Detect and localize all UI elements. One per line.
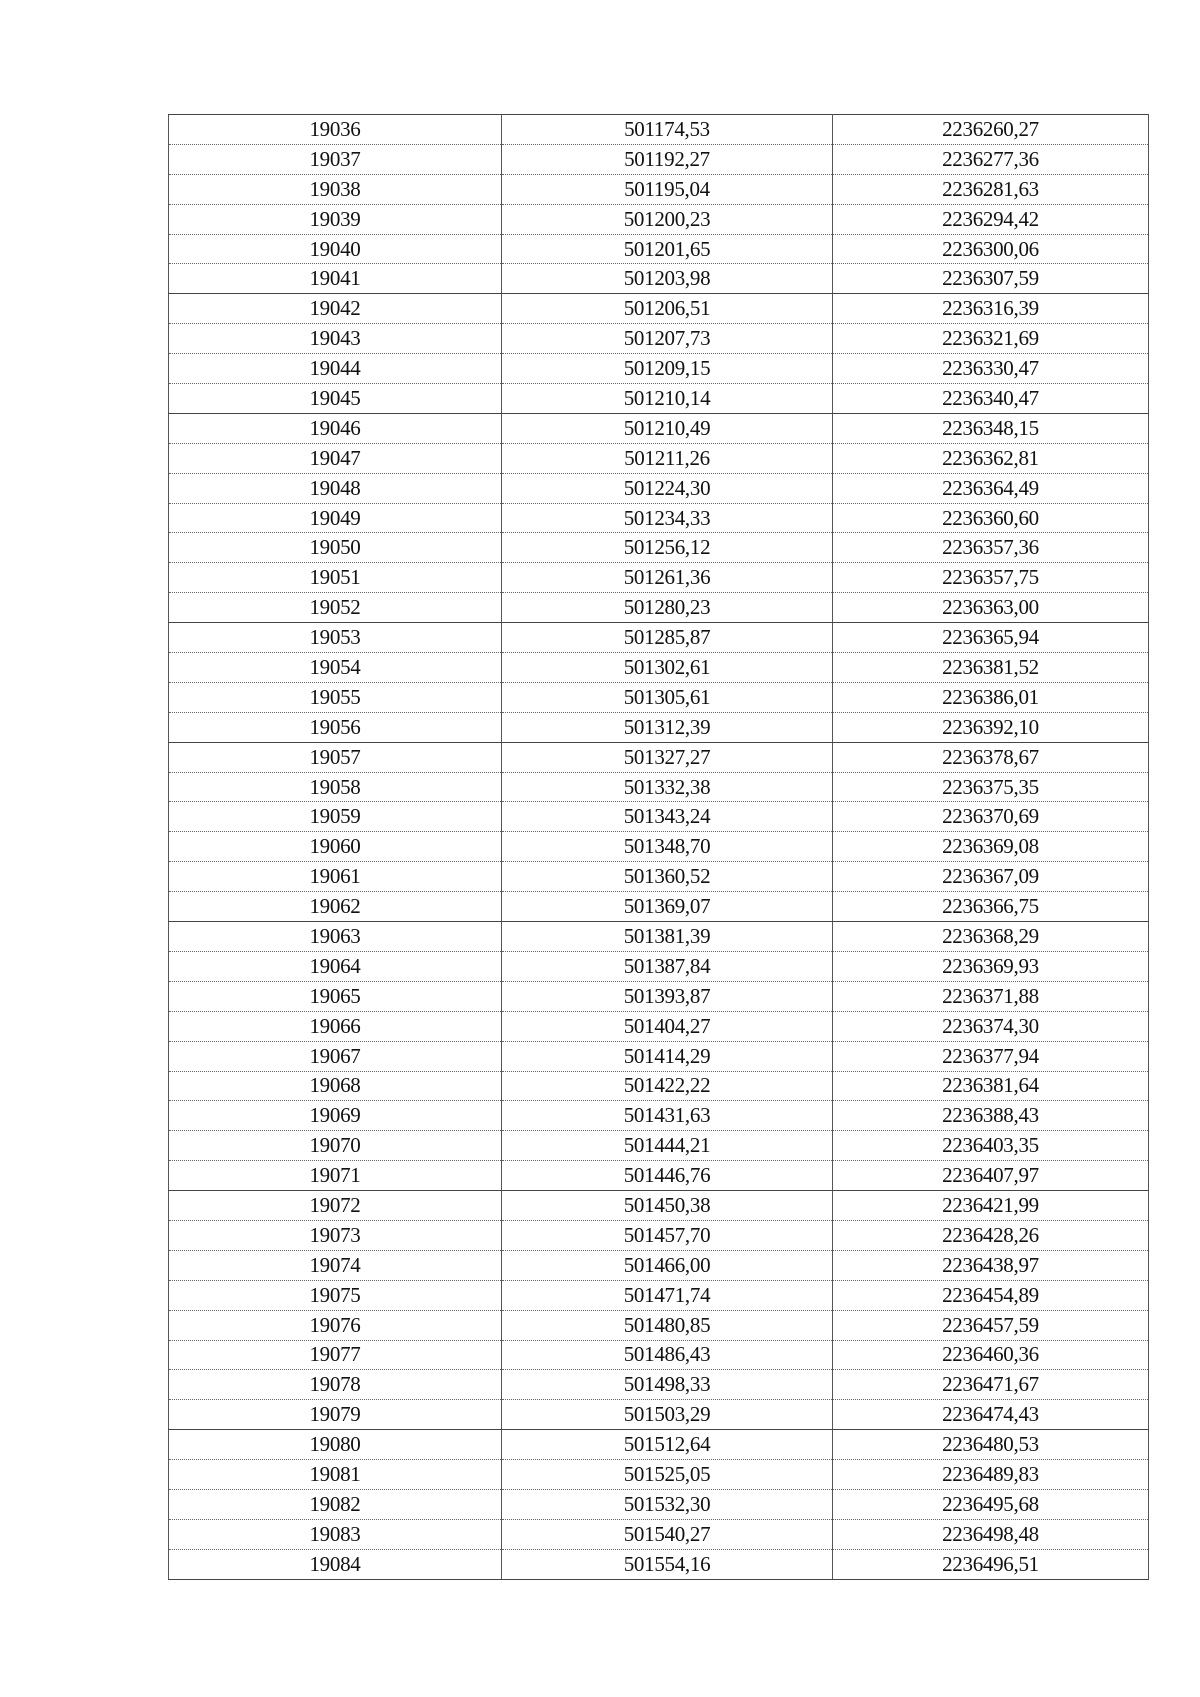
table-row xyxy=(169,1430,1149,1460)
x-coordinate-cell: 501512,64 xyxy=(502,1430,833,1460)
point-number-cell: 19084 xyxy=(169,1549,502,1579)
table-row xyxy=(169,234,1149,264)
y-coordinate-cell: 2236330,47 xyxy=(833,354,1149,384)
coordinates-table-body xyxy=(169,115,1149,1580)
x-coordinate-cell: 501480,85 xyxy=(502,1310,833,1340)
table-row xyxy=(169,384,1149,414)
y-coordinate-cell: 2236374,30 xyxy=(833,1011,1149,1041)
point-number-cell: 19037 xyxy=(169,144,502,174)
y-coordinate-cell: 2236367,09 xyxy=(833,862,1149,892)
point-number-cell: 19067 xyxy=(169,1041,502,1071)
point-number-cell: 19050 xyxy=(169,533,502,563)
x-coordinate-cell: 501261,36 xyxy=(502,563,833,593)
point-number-cell: 19042 xyxy=(169,294,502,324)
table-row xyxy=(169,1280,1149,1310)
table-row xyxy=(169,115,1149,145)
table-row xyxy=(169,981,1149,1011)
x-coordinate-cell: 501211,26 xyxy=(502,443,833,473)
table-row xyxy=(169,1041,1149,1071)
point-number-cell: 19040 xyxy=(169,234,502,264)
point-number-cell: 19081 xyxy=(169,1460,502,1490)
table-row xyxy=(169,1519,1149,1549)
table-row xyxy=(169,204,1149,234)
point-number-cell: 19051 xyxy=(169,563,502,593)
table-row xyxy=(169,1011,1149,1041)
x-coordinate-cell: 501471,74 xyxy=(502,1280,833,1310)
point-number-cell: 19076 xyxy=(169,1310,502,1340)
point-number-cell: 19044 xyxy=(169,354,502,384)
x-coordinate-cell: 501486,43 xyxy=(502,1340,833,1370)
table-row xyxy=(169,413,1149,443)
table-row xyxy=(169,174,1149,204)
x-coordinate-cell: 501393,87 xyxy=(502,981,833,1011)
x-coordinate-cell: 501444,21 xyxy=(502,1131,833,1161)
table-row xyxy=(169,354,1149,384)
table-row xyxy=(169,892,1149,922)
point-number-cell: 19083 xyxy=(169,1519,502,1549)
table-row xyxy=(169,1489,1149,1519)
x-coordinate-cell: 501256,12 xyxy=(502,533,833,563)
x-coordinate-cell: 501446,76 xyxy=(502,1161,833,1191)
point-number-cell: 19071 xyxy=(169,1161,502,1191)
point-number-cell: 19075 xyxy=(169,1280,502,1310)
table-row xyxy=(169,712,1149,742)
y-coordinate-cell: 2236375,35 xyxy=(833,772,1149,802)
table-row xyxy=(169,1131,1149,1161)
y-coordinate-cell: 2236369,93 xyxy=(833,951,1149,981)
y-coordinate-cell: 2236277,36 xyxy=(833,144,1149,174)
table-row xyxy=(169,772,1149,802)
table-row xyxy=(169,294,1149,324)
y-coordinate-cell: 2236368,29 xyxy=(833,922,1149,952)
y-coordinate-cell: 2236294,42 xyxy=(833,204,1149,234)
x-coordinate-cell: 501302,61 xyxy=(502,653,833,683)
y-coordinate-cell: 2236471,67 xyxy=(833,1370,1149,1400)
table-row xyxy=(169,593,1149,623)
x-coordinate-cell: 501498,33 xyxy=(502,1370,833,1400)
table-row xyxy=(169,563,1149,593)
x-coordinate-cell: 501201,65 xyxy=(502,234,833,264)
x-coordinate-cell: 501280,23 xyxy=(502,593,833,623)
x-coordinate-cell: 501387,84 xyxy=(502,951,833,981)
x-coordinate-cell: 501525,05 xyxy=(502,1460,833,1490)
x-coordinate-cell: 501422,22 xyxy=(502,1071,833,1101)
x-coordinate-cell: 501404,27 xyxy=(502,1011,833,1041)
y-coordinate-cell: 2236366,75 xyxy=(833,892,1149,922)
point-number-cell: 19063 xyxy=(169,922,502,952)
point-number-cell: 19064 xyxy=(169,951,502,981)
point-number-cell: 19079 xyxy=(169,1400,502,1430)
y-coordinate-cell: 2236363,00 xyxy=(833,593,1149,623)
table-row xyxy=(169,623,1149,653)
point-number-cell: 19068 xyxy=(169,1071,502,1101)
x-coordinate-cell: 501174,53 xyxy=(502,115,833,145)
table-row xyxy=(169,1460,1149,1490)
x-coordinate-cell: 501554,16 xyxy=(502,1549,833,1579)
x-coordinate-cell: 501457,70 xyxy=(502,1220,833,1250)
point-number-cell: 19048 xyxy=(169,473,502,503)
table-row xyxy=(169,951,1149,981)
y-coordinate-cell: 2236403,35 xyxy=(833,1131,1149,1161)
point-number-cell: 19056 xyxy=(169,712,502,742)
point-number-cell: 19074 xyxy=(169,1250,502,1280)
x-coordinate-cell: 501200,23 xyxy=(502,204,833,234)
point-number-cell: 19046 xyxy=(169,413,502,443)
point-number-cell: 19055 xyxy=(169,682,502,712)
y-coordinate-cell: 2236369,08 xyxy=(833,832,1149,862)
table-row xyxy=(169,742,1149,772)
y-coordinate-cell: 2236370,69 xyxy=(833,802,1149,832)
y-coordinate-cell: 2236460,36 xyxy=(833,1340,1149,1370)
x-coordinate-cell: 501369,07 xyxy=(502,892,833,922)
table-row xyxy=(169,503,1149,533)
x-coordinate-cell: 501343,24 xyxy=(502,802,833,832)
table-row xyxy=(169,682,1149,712)
x-coordinate-cell: 501532,30 xyxy=(502,1489,833,1519)
x-coordinate-cell: 501503,29 xyxy=(502,1400,833,1430)
coordinates-table xyxy=(168,114,1149,1580)
point-number-cell: 19061 xyxy=(169,862,502,892)
x-coordinate-cell: 501305,61 xyxy=(502,682,833,712)
table-row xyxy=(169,1340,1149,1370)
y-coordinate-cell: 2236300,06 xyxy=(833,234,1149,264)
table-row xyxy=(169,1191,1149,1221)
y-coordinate-cell: 2236281,63 xyxy=(833,174,1149,204)
y-coordinate-cell: 2236371,88 xyxy=(833,981,1149,1011)
x-coordinate-cell: 501224,30 xyxy=(502,473,833,503)
y-coordinate-cell: 2236438,97 xyxy=(833,1250,1149,1280)
x-coordinate-cell: 501348,70 xyxy=(502,832,833,862)
y-coordinate-cell: 2236495,68 xyxy=(833,1489,1149,1519)
point-number-cell: 19060 xyxy=(169,832,502,862)
x-coordinate-cell: 501466,00 xyxy=(502,1250,833,1280)
x-coordinate-cell: 501203,98 xyxy=(502,264,833,294)
point-number-cell: 19058 xyxy=(169,772,502,802)
x-coordinate-cell: 501450,38 xyxy=(502,1191,833,1221)
y-coordinate-cell: 2236316,39 xyxy=(833,294,1149,324)
table-row xyxy=(169,1161,1149,1191)
point-number-cell: 19036 xyxy=(169,115,502,145)
x-coordinate-cell: 501285,87 xyxy=(502,623,833,653)
point-number-cell: 19052 xyxy=(169,593,502,623)
table-row xyxy=(169,1101,1149,1131)
y-coordinate-cell: 2236474,43 xyxy=(833,1400,1149,1430)
point-number-cell: 19066 xyxy=(169,1011,502,1041)
point-number-cell: 19062 xyxy=(169,892,502,922)
y-coordinate-cell: 2236457,59 xyxy=(833,1310,1149,1340)
point-number-cell: 19078 xyxy=(169,1370,502,1400)
y-coordinate-cell: 2236421,99 xyxy=(833,1191,1149,1221)
y-coordinate-cell: 2236392,10 xyxy=(833,712,1149,742)
point-number-cell: 19077 xyxy=(169,1340,502,1370)
y-coordinate-cell: 2236377,94 xyxy=(833,1041,1149,1071)
table-row xyxy=(169,1220,1149,1250)
table-row xyxy=(169,653,1149,683)
point-number-cell: 19045 xyxy=(169,384,502,414)
x-coordinate-cell: 501234,33 xyxy=(502,503,833,533)
point-number-cell: 19070 xyxy=(169,1131,502,1161)
point-number-cell: 19053 xyxy=(169,623,502,653)
y-coordinate-cell: 2236381,64 xyxy=(833,1071,1149,1101)
table-row xyxy=(169,1310,1149,1340)
point-number-cell: 19038 xyxy=(169,174,502,204)
x-coordinate-cell: 501540,27 xyxy=(502,1519,833,1549)
table-row xyxy=(169,324,1149,354)
point-number-cell: 19043 xyxy=(169,324,502,354)
table-row xyxy=(169,1549,1149,1579)
table-row xyxy=(169,264,1149,294)
y-coordinate-cell: 2236321,69 xyxy=(833,324,1149,354)
table-row xyxy=(169,443,1149,473)
y-coordinate-cell: 2236340,47 xyxy=(833,384,1149,414)
y-coordinate-cell: 2236364,49 xyxy=(833,473,1149,503)
point-number-cell: 19049 xyxy=(169,503,502,533)
y-coordinate-cell: 2236362,81 xyxy=(833,443,1149,473)
table-row xyxy=(169,832,1149,862)
x-coordinate-cell: 501414,29 xyxy=(502,1041,833,1071)
point-number-cell: 19054 xyxy=(169,653,502,683)
y-coordinate-cell: 2236498,48 xyxy=(833,1519,1149,1549)
x-coordinate-cell: 501431,63 xyxy=(502,1101,833,1131)
table-row xyxy=(169,1250,1149,1280)
table-row xyxy=(169,862,1149,892)
table-row xyxy=(169,144,1149,174)
x-coordinate-cell: 501206,51 xyxy=(502,294,833,324)
y-coordinate-cell: 2236378,67 xyxy=(833,742,1149,772)
x-coordinate-cell: 501312,39 xyxy=(502,712,833,742)
point-number-cell: 19073 xyxy=(169,1220,502,1250)
point-number-cell: 19041 xyxy=(169,264,502,294)
x-coordinate-cell: 501210,49 xyxy=(502,413,833,443)
x-coordinate-cell: 501192,27 xyxy=(502,144,833,174)
x-coordinate-cell: 501209,15 xyxy=(502,354,833,384)
y-coordinate-cell: 2236381,52 xyxy=(833,653,1149,683)
y-coordinate-cell: 2236260,27 xyxy=(833,115,1149,145)
point-number-cell: 19080 xyxy=(169,1430,502,1460)
y-coordinate-cell: 2236480,53 xyxy=(833,1430,1149,1460)
y-coordinate-cell: 2236307,59 xyxy=(833,264,1149,294)
point-number-cell: 19039 xyxy=(169,204,502,234)
table-row xyxy=(169,1370,1149,1400)
x-coordinate-cell: 501327,27 xyxy=(502,742,833,772)
table-row xyxy=(169,802,1149,832)
x-coordinate-cell: 501332,38 xyxy=(502,772,833,802)
table-row xyxy=(169,922,1149,952)
point-number-cell: 19047 xyxy=(169,443,502,473)
table-row xyxy=(169,533,1149,563)
y-coordinate-cell: 2236365,94 xyxy=(833,623,1149,653)
y-coordinate-cell: 2236348,15 xyxy=(833,413,1149,443)
point-number-cell: 19082 xyxy=(169,1489,502,1519)
point-number-cell: 19059 xyxy=(169,802,502,832)
y-coordinate-cell: 2236386,01 xyxy=(833,682,1149,712)
x-coordinate-cell: 501381,39 xyxy=(502,922,833,952)
point-number-cell: 19057 xyxy=(169,742,502,772)
point-number-cell: 19065 xyxy=(169,981,502,1011)
y-coordinate-cell: 2236357,36 xyxy=(833,533,1149,563)
y-coordinate-cell: 2236454,89 xyxy=(833,1280,1149,1310)
y-coordinate-cell: 2236407,97 xyxy=(833,1161,1149,1191)
y-coordinate-cell: 2236357,75 xyxy=(833,563,1149,593)
x-coordinate-cell: 501195,04 xyxy=(502,174,833,204)
y-coordinate-cell: 2236388,43 xyxy=(833,1101,1149,1131)
y-coordinate-cell: 2236360,60 xyxy=(833,503,1149,533)
y-coordinate-cell: 2236428,26 xyxy=(833,1220,1149,1250)
x-coordinate-cell: 501210,14 xyxy=(502,384,833,414)
table-row xyxy=(169,473,1149,503)
table-row xyxy=(169,1400,1149,1430)
x-coordinate-cell: 501360,52 xyxy=(502,862,833,892)
table-row xyxy=(169,1071,1149,1101)
y-coordinate-cell: 2236489,83 xyxy=(833,1460,1149,1490)
y-coordinate-cell: 2236496,51 xyxy=(833,1549,1149,1579)
point-number-cell: 19072 xyxy=(169,1191,502,1221)
point-number-cell: 19069 xyxy=(169,1101,502,1131)
x-coordinate-cell: 501207,73 xyxy=(502,324,833,354)
